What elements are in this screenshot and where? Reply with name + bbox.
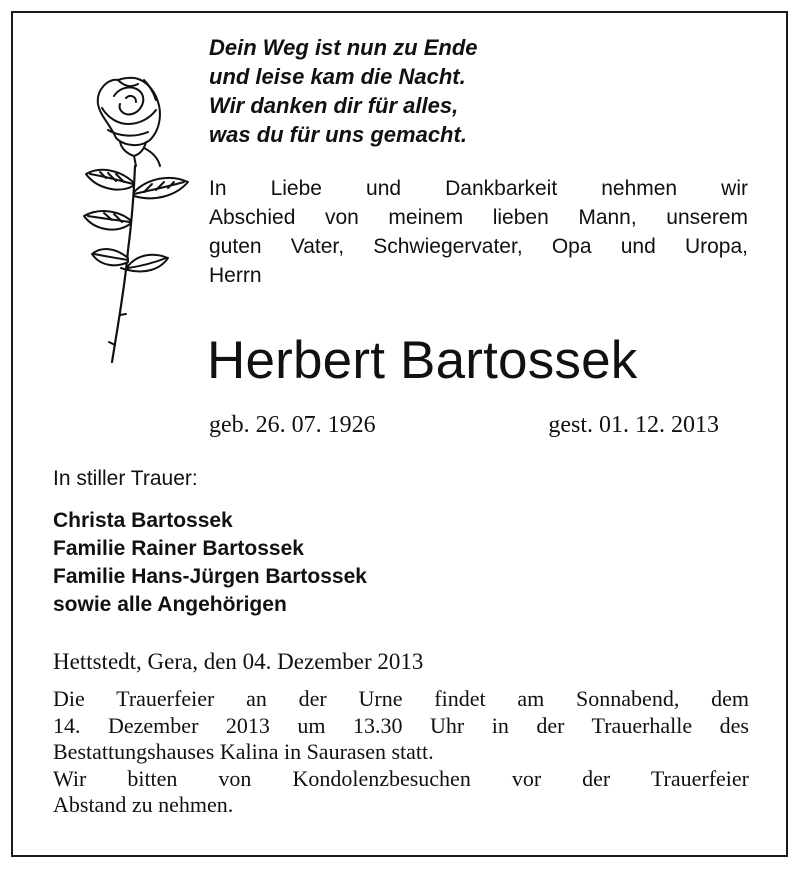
mourner-name: Familie Hans-Jürgen Bartossek [53,565,367,588]
deceased-name: Herbert Bartossek [207,331,638,390]
poem-line: und leise kam die Nacht. [209,64,466,89]
funeral-line: Bestattungshauses Kalina in Saurasen statt. [53,739,434,764]
life-dates [209,410,719,440]
place-and-date: Hettstedt, Gera, den 04. Dezember 2013 [53,649,424,674]
mourner-name: Christa Bartossek [53,509,233,532]
mourner-name: Familie Rainer Bartossek [53,537,304,560]
intro-line: guten Vater, Schwiegervater, Opa und Uropa, [209,235,748,258]
rose-icon [78,70,208,370]
farewell-intro [209,174,748,290]
mourning-label: In stiller Trauer: [53,467,198,490]
death-date: gest. 01. 12. 2013 [548,412,719,438]
mourners-list [53,507,367,619]
intro-line: In Liebe und Dankbarkeit nehmen wir [209,177,748,200]
mourner-name: sowie alle Angehörigen [53,593,287,616]
memorial-poem [209,33,478,149]
birth-date: geb. 26. 07. 1926 [209,412,376,438]
poem-line: Dein Weg ist nun zu Ende [209,35,478,60]
intro-line: Abschied von meinem lieben Mann, unserem [209,206,748,229]
funeral-details [53,686,749,819]
poem-line: was du für uns gemacht. [209,122,467,147]
funeral-line: Wir bitten von Kondolenzbesuchen vor der Trauerfeier [53,765,749,791]
funeral-line: 14. Dezember 2013 um 13.30 Uhr in der Trauerhalle des [53,712,749,738]
poem-line: Wir danken dir für alles, [209,93,459,118]
funeral-line: Die Trauerfeier an der Urne findet am Sonnabend, dem [53,686,749,711]
funeral-line: Abstand zu nehmen. [53,792,234,817]
intro-line: Herrn [209,264,262,287]
